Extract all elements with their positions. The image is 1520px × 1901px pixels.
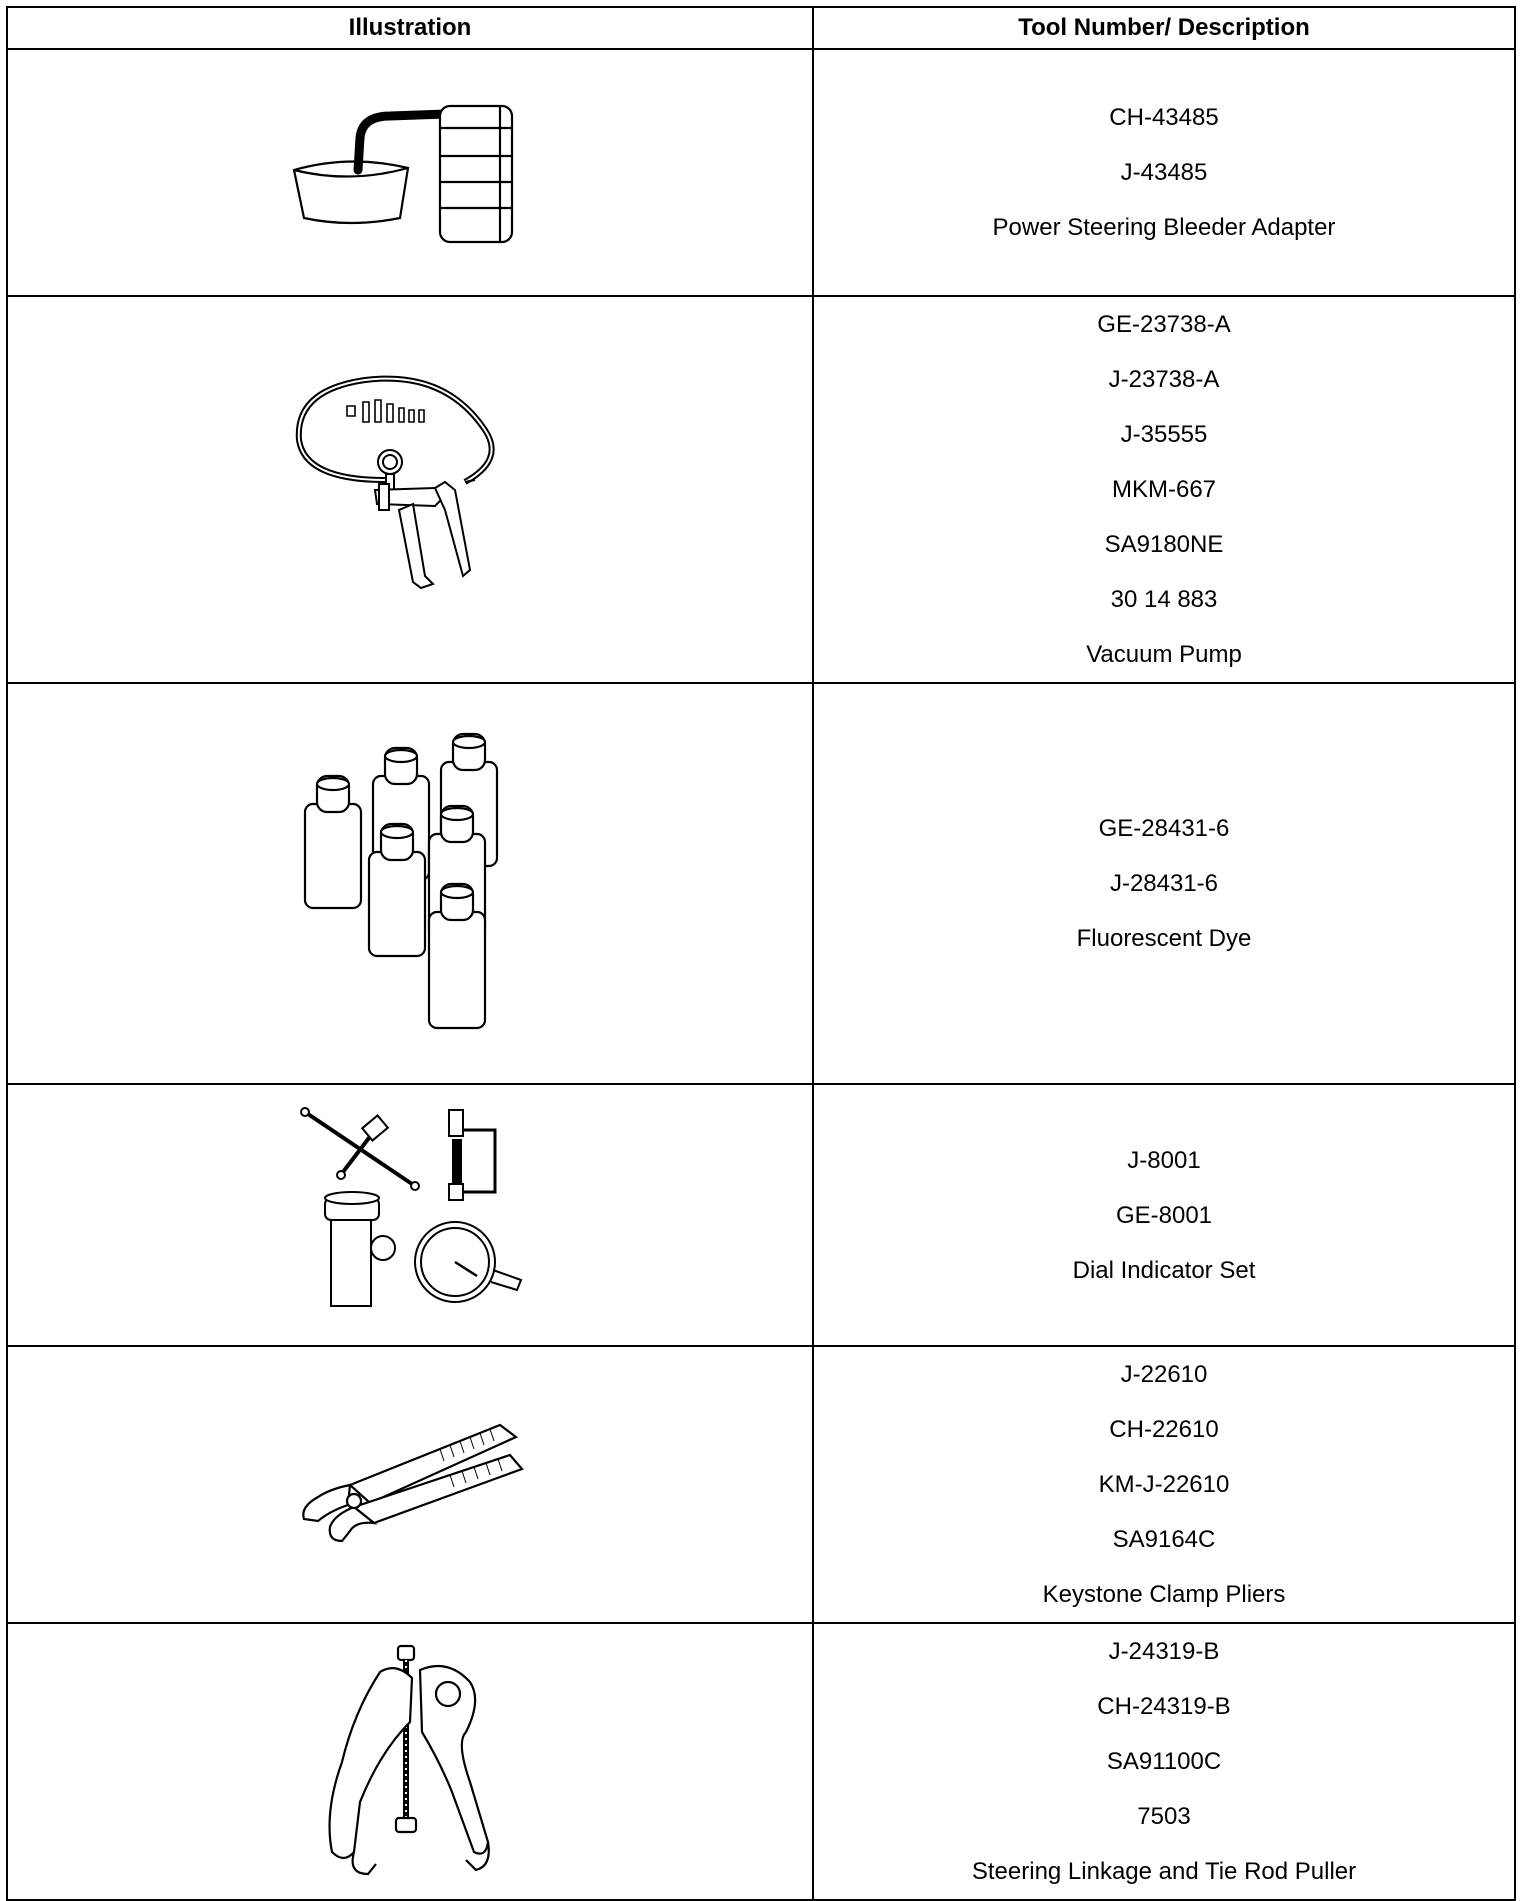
tool-number: J-24319-B: [1108, 1638, 1220, 1665]
tool-number: J-22610: [1120, 1361, 1208, 1388]
tool-number: CH-22610: [1109, 1416, 1219, 1443]
table-header-row: [7, 7, 1515, 49]
description-cell: [813, 49, 1515, 296]
tool-description: Keystone Clamp Pliers: [1042, 1581, 1286, 1608]
description-cell: [813, 296, 1515, 683]
tool-description: Vacuum Pump: [1086, 641, 1242, 668]
description-cell: [813, 1623, 1515, 1900]
tool-number: CH-43485: [1109, 104, 1219, 131]
steering-linkage-puller-drawing: [320, 1642, 500, 1882]
description-cell: [813, 1084, 1515, 1346]
tool-number: SA91100C: [1106, 1748, 1222, 1775]
illustration-cell: [7, 683, 813, 1084]
tool-description: Steering Linkage and Tie Rod Puller: [971, 1858, 1357, 1885]
table-row: [7, 1346, 1515, 1623]
table-row: [7, 1084, 1515, 1346]
tool-number: GE-23738-A: [1097, 311, 1231, 338]
description-cell: [813, 683, 1515, 1084]
keystone-clamp-pliers-drawing: [290, 1415, 530, 1555]
tool-number: GE-8001: [1115, 1201, 1213, 1229]
power-steering-bleeder-adapter-drawing: [290, 98, 530, 248]
tool-number: SA9180NE: [1104, 531, 1224, 558]
table-row: [7, 1623, 1515, 1900]
tool-number: MKM-667: [1111, 476, 1217, 503]
fluorescent-dye-bottles-drawing: [295, 724, 525, 1044]
illustration-cell: [7, 49, 813, 296]
tool-number: CH-24319-B: [1097, 1693, 1231, 1720]
illustration-cell: [7, 1346, 813, 1623]
tool-description: Dial Indicator Set: [1072, 1256, 1256, 1284]
tool-number: J-23738-A: [1108, 366, 1220, 393]
tool-description: Fluorescent Dye: [1076, 925, 1252, 952]
illustration-column-header: Illustration: [7, 7, 813, 49]
illustration-cell: [7, 296, 813, 683]
tool-number: SA9164C: [1112, 1526, 1216, 1553]
tool-number: KM-J-22610: [1098, 1471, 1230, 1498]
tool-number: J-43485: [1120, 159, 1208, 186]
table-row: [7, 296, 1515, 683]
table-row: [7, 49, 1515, 296]
tool-number: 7503: [1137, 1803, 1191, 1830]
dial-indicator-set-drawing: [295, 1100, 525, 1330]
description-column-header: Tool Number/ Description: [813, 7, 1515, 49]
tool-number: J-35555: [1120, 421, 1208, 448]
tool-description: Power Steering Bleeder Adapter: [992, 214, 1336, 241]
tool-number: J-28431-6: [1109, 870, 1219, 897]
illustration-cell: [7, 1623, 813, 1900]
tool-number: 30 14 883: [1110, 586, 1218, 613]
vacuum-pump-drawing: [295, 370, 525, 610]
tool-number: J-8001: [1127, 1146, 1201, 1174]
table-row: [7, 683, 1515, 1084]
illustration-cell: [7, 1084, 813, 1346]
special-tools-table: [6, 6, 1516, 1901]
description-cell: [813, 1346, 1515, 1623]
tool-number: GE-28431-6: [1098, 815, 1230, 842]
